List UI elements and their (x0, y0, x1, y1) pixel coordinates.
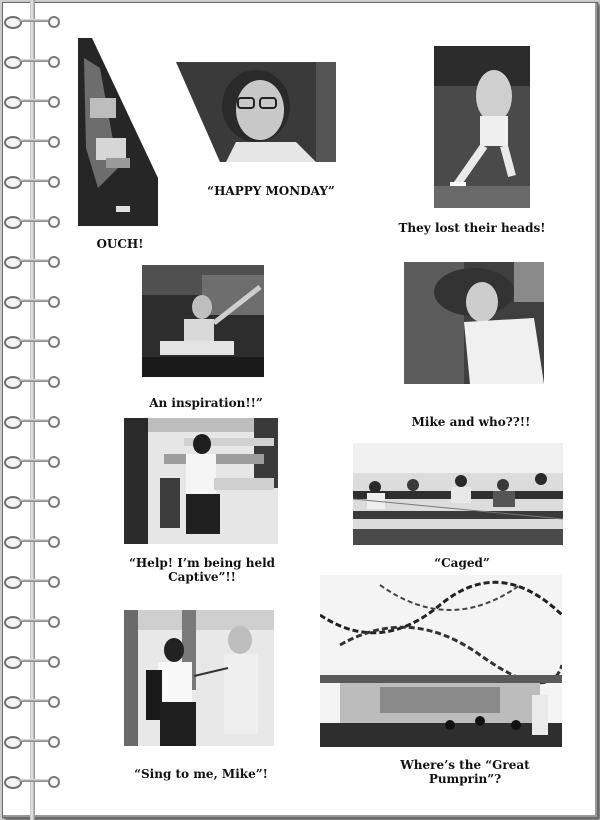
caption-sing-to-me-mike: “Sing to me, Mike”! (134, 767, 268, 781)
photo-great-pumprin (320, 575, 562, 747)
binding-ring (4, 774, 58, 787)
binding-ring (4, 294, 58, 307)
binding-ring (4, 214, 58, 227)
binding-ring (4, 414, 58, 427)
photo-caged (353, 443, 563, 545)
binding-ring (4, 94, 58, 107)
binding-ring (4, 134, 58, 147)
caption-great-pumprin: Where’s the “Great Pumprin”? (400, 758, 530, 786)
binding-ring (4, 574, 58, 587)
binding-ring (4, 534, 58, 547)
binding-ring (4, 734, 58, 747)
caption-lost-heads: They lost their heads! (398, 221, 546, 235)
photo-happy-monday (176, 62, 336, 162)
binding-ring (4, 694, 58, 707)
binding-ring (4, 254, 58, 267)
binding-ring (4, 334, 58, 347)
binding-ring (4, 494, 58, 507)
photo-sing-to-me-mike (124, 610, 274, 746)
caption-caged: “Caged” (434, 556, 490, 570)
caption-help-captive: “Help! I’m being held Captive”!! (128, 556, 276, 584)
binding-ring (4, 454, 58, 467)
photo-mike-and-who (404, 262, 544, 384)
binding-ring (4, 14, 58, 27)
binding-ring (4, 54, 58, 67)
binding-ring (4, 374, 58, 387)
caption-ouch: OUCH! (96, 237, 144, 251)
photo-help-captive (124, 418, 278, 544)
photo-ouch (78, 38, 158, 226)
binding-ring (4, 614, 58, 627)
caption-mike-and-who: Mike and who??!! (411, 415, 531, 429)
caption-inspiration: An inspiration!!” (149, 396, 263, 410)
binding-ring (4, 654, 58, 667)
photo-lost-heads (434, 46, 530, 208)
caption-happy-monday: “HAPPY MONDAY” (207, 184, 335, 198)
binding-ring (4, 174, 58, 187)
photo-inspiration (142, 265, 264, 377)
